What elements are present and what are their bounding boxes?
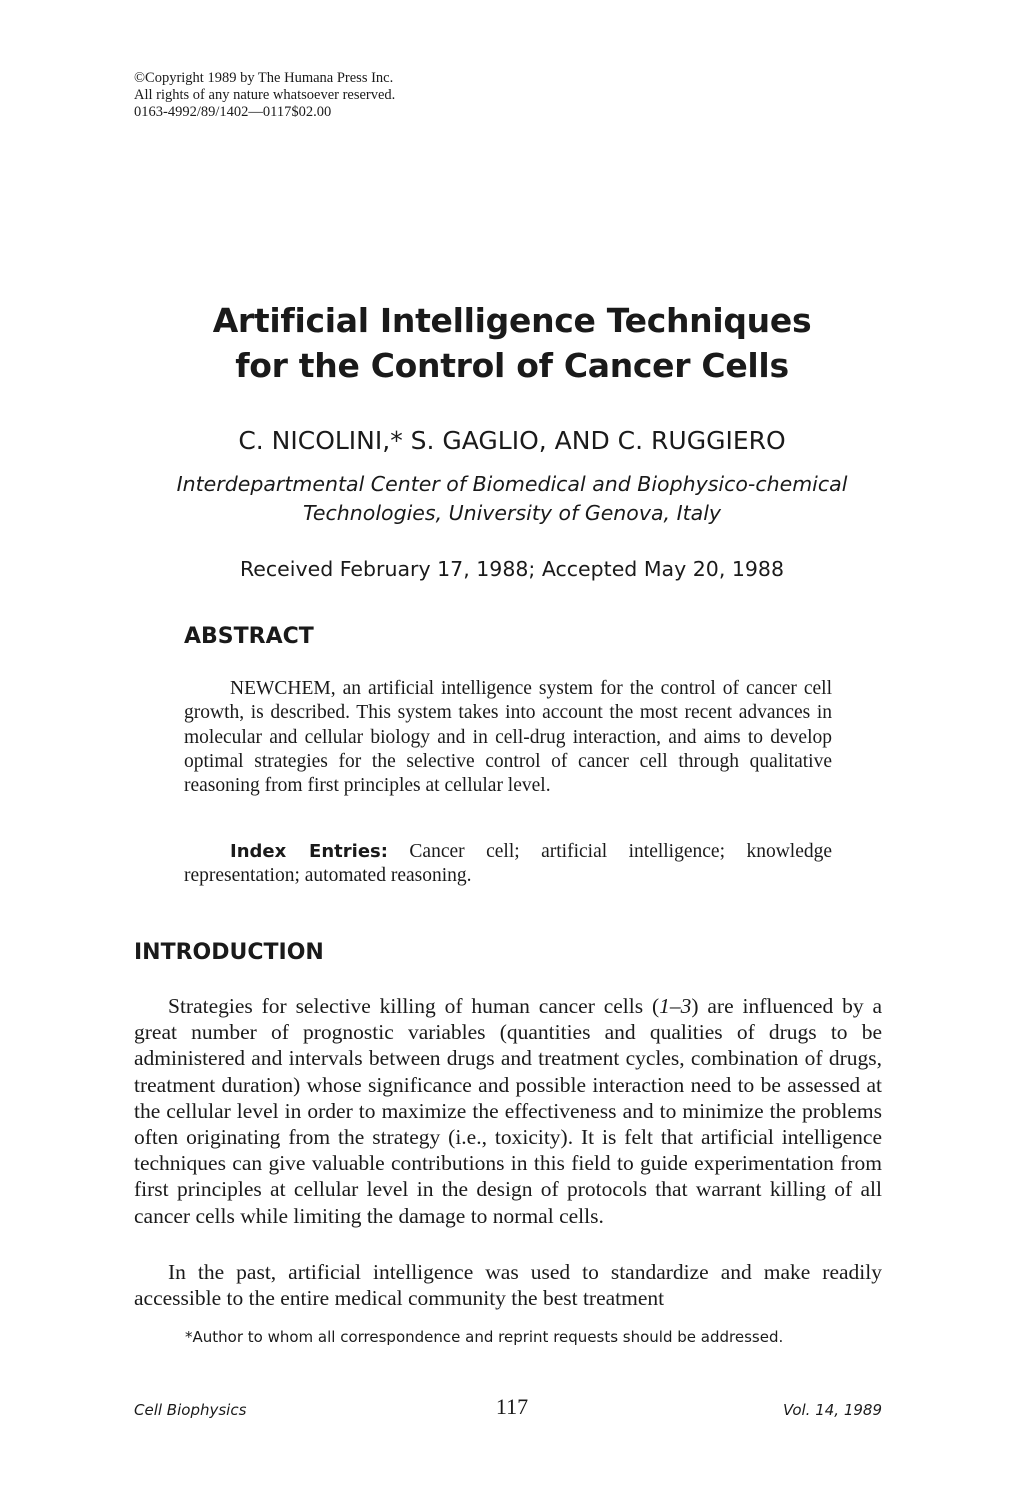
paper-title [0, 298, 1024, 388]
title-line-1: Artificial Intelligence Techniques [212, 301, 812, 340]
copyright-line: ©Copyright 1989 by The Humana Press Inc. [134, 70, 394, 86]
index-entries-label: Index Entries: [230, 841, 388, 862]
title-line-2: for the Control of Cancer Cells [235, 346, 789, 385]
received-dates: Received February 17, 1988; Accepted May 20, 1988 [239, 557, 785, 581]
abstract-text: NEWCHEM, an artificial intelligence system for the control of cancer cell growth, is described. This system takes into account the most recent advances in molecular and cellular biology and in cell-drug interaction, and aims to develop optimal strategies for the selective control of cancer cell through qualitative reasoning from first principles at cellular level. [184, 678, 832, 797]
author-list: C. NICOLINI,* S. GAGLIO, AND C. RUGGIERO [238, 426, 786, 455]
introduction-paragraph-2: In the past, artificial intelligence was used to standardize and make readily accessible to the entire medical community the best treatment [134, 1260, 882, 1311]
abstract-heading: ABSTRACT [184, 624, 314, 649]
introduction-paragraph-1 [134, 993, 882, 1229]
index-entries-text: Cancer cell; artificial intelligence; knowledge representation; automated reasoning. [184, 841, 833, 887]
volume-info: Vol. 14, 1989 [782, 1401, 882, 1419]
intro-text-rest: ) are influenced by a great number of prognostic variables (quantities and qualities of drugs to be administered and intervals between drugs and treatment cycles, combination of drugs, treatment duration) whose significance and possible interaction need to be assessed at the cellular level in order to maximize the effectiveness and to minimize the problems often originating from the strategy (i.e., toxicity). It is felt that artificial intelligence techniques can give valuable contributions in this field to guide experimentation from first principles at cellular level in the design of protocols that warrant killing of all cancer cells while limiting the damage to normal cells. [134, 994, 882, 1228]
page-number: 117 [495, 1394, 529, 1419]
affiliation [0, 470, 1024, 528]
affiliation-line-1: Interdepartmental Center of Biomedical and Biophysico-chemical [176, 472, 848, 496]
affiliation-line-2: Technologies, University of Genova, Italy [302, 501, 722, 525]
introduction-heading: INTRODUCTION [134, 940, 324, 965]
correspondence-footnote: *Author to whom all correspondence and reprint requests should be addressed. [185, 1328, 784, 1346]
index-entries [184, 840, 832, 889]
intro-text-start: Strategies for selective killing of human cancer cells ( [168, 994, 660, 1018]
copyright-notice [134, 70, 654, 121]
citation-reference: 1–3 [659, 994, 692, 1018]
rights-line: All rights of any nature whatsoever reserved. [134, 87, 396, 103]
journal-name: Cell Biophysics [134, 1401, 247, 1419]
issn-line: 0163-4992/89/1402—0117$02.00 [134, 104, 332, 120]
